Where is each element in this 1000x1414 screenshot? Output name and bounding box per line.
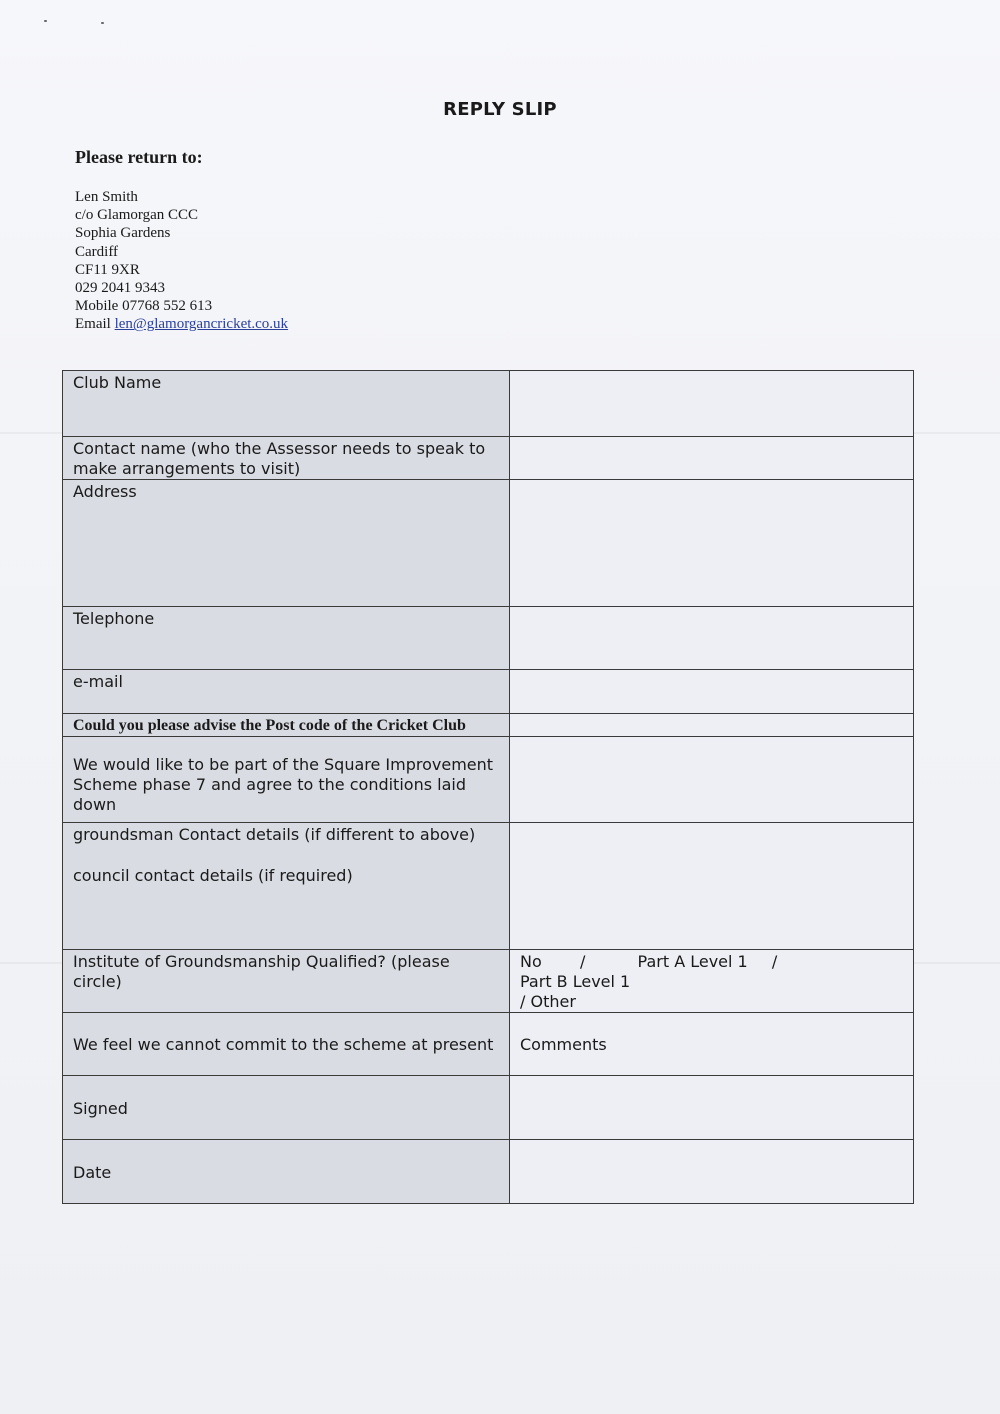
council-label: council contact details (if required): [73, 866, 353, 885]
signed-label: Signed: [63, 1076, 510, 1140]
date-row: [63, 1140, 914, 1204]
address-field[interactable]: [510, 480, 914, 607]
date-label: Date: [63, 1140, 510, 1204]
option-separator: /: [579, 952, 586, 971]
option-part-b[interactable]: Part B Level 1: [520, 972, 631, 991]
qualified-label: Institute of Groundsmanship Qualified? (please circle): [63, 950, 510, 1013]
telephone-row: [63, 607, 914, 670]
option-separator: /: [771, 952, 778, 971]
groundsman-council-label: [63, 823, 510, 950]
groundsman-row: [63, 823, 914, 950]
address-line: Mobile 07768 552 613: [75, 298, 213, 315]
return-address: [75, 188, 288, 334]
address-row: [63, 480, 914, 607]
scheme-label: We would like to be part of the Square Improvement Scheme phase 7 and agree to the conditions laid down: [63, 737, 510, 823]
email-prefix: Email: [75, 316, 115, 333]
email-field[interactable]: [510, 670, 914, 714]
address-line: CF11 9XR: [75, 261, 140, 278]
qualified-row: [63, 950, 914, 1013]
email-line: [75, 315, 288, 333]
club-name-label: Club Name: [63, 371, 510, 437]
comments-label[interactable]: Comments: [510, 1013, 914, 1076]
telephone-label: Telephone: [63, 607, 510, 670]
address-line: c/o Glamorgan CCC: [75, 207, 199, 224]
address-line: Cardiff: [75, 243, 119, 260]
qualified-options: [510, 950, 914, 1013]
page-title: REPLY SLIP: [443, 99, 557, 120]
postcode-row: [63, 714, 914, 737]
reply-form-table: [62, 370, 914, 1204]
club-name-field[interactable]: [510, 371, 914, 437]
address-line: 029 2041 9343: [75, 280, 165, 297]
signed-row: [63, 1076, 914, 1140]
scan-speck: [101, 22, 104, 24]
groundsman-label: groundsman Contact details (if different to above): [73, 825, 476, 844]
address-line: Len Smith: [75, 189, 138, 205]
email-row: [63, 670, 914, 714]
cannot-commit-row: [63, 1013, 914, 1076]
signed-field[interactable]: [510, 1076, 914, 1140]
option-part-a[interactable]: Part A Level 1: [637, 952, 748, 971]
club-name-row: [63, 371, 914, 437]
return-heading: Please return to:: [75, 147, 203, 167]
address-line: Sophia Gardens: [75, 225, 171, 242]
contact-name-row: [63, 437, 914, 480]
groundsman-field[interactable]: [510, 823, 914, 950]
telephone-field[interactable]: [510, 607, 914, 670]
option-no[interactable]: No: [520, 952, 542, 971]
email-label: e-mail: [63, 670, 510, 714]
date-field[interactable]: [510, 1140, 914, 1204]
postcode-label: Could you please advise the Post code of the Cricket Club: [63, 714, 510, 737]
cannot-commit-label: We feel we cannot commit to the scheme at present: [63, 1013, 510, 1076]
scan-speck: [44, 20, 47, 22]
scheme-field[interactable]: [510, 737, 914, 823]
scheme-row: [63, 737, 914, 823]
email-link[interactable]: len@glamorgancricket.co.uk: [114, 316, 289, 333]
contact-name-field[interactable]: [510, 437, 914, 480]
postcode-field[interactable]: [510, 714, 914, 737]
contact-name-label: Contact name (who the Assessor needs to speak to make arrangements to visit): [63, 437, 510, 480]
address-label: Address: [63, 480, 510, 607]
option-other[interactable]: / Other: [520, 992, 576, 1011]
